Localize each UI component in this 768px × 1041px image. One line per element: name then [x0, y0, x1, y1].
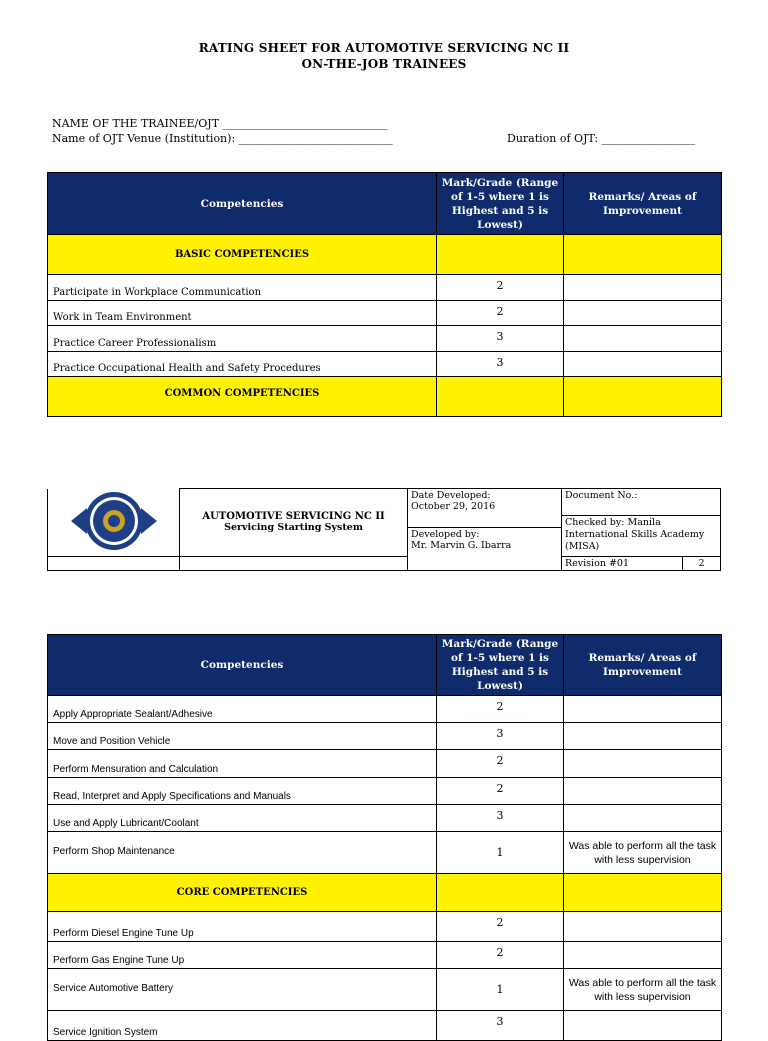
table-row [48, 805, 722, 832]
competency-name: Practice Occupational Health and Safety Procedures [48, 352, 437, 377]
document-subtitle: ON-THE-JOB TRAINEES [301, 57, 467, 71]
date-developed-label: Date Developed: [411, 490, 491, 501]
trainee-name-field[interactable]: NAME OF THE TRAINEE/OJT ______________________________ [52, 117, 388, 130]
competency-grade[interactable]: 2 [437, 942, 564, 969]
competency-grade[interactable]: 3 [437, 723, 564, 750]
competency-name: Participate in Workplace Communication [48, 275, 437, 301]
date-developed-cell [408, 489, 562, 528]
competency-grade[interactable]: 2 [437, 275, 564, 301]
section-label-core: CORE COMPETENCIES [48, 874, 437, 912]
competency-remarks[interactable] [564, 696, 722, 723]
table-row [48, 1011, 722, 1041]
table-row [48, 301, 722, 326]
table-header-row [48, 173, 722, 235]
competency-remarks[interactable]: Was able to perform all the task with less supervision [564, 969, 722, 1011]
table-row [48, 352, 722, 377]
competency-grade[interactable]: 1 [437, 969, 564, 1011]
competency-grade[interactable]: 3 [437, 805, 564, 832]
competency-name: Work in Team Environment [48, 301, 437, 326]
competency-name: Perform Mensuration and Calculation [48, 750, 437, 778]
rating-table-2 [47, 634, 722, 1041]
section-label-common: COMMON COMPETENCIES [48, 377, 437, 417]
competency-name: Perform Shop Maintenance [48, 832, 437, 874]
header-mark-grade: Mark/Grade (Range of 1-5 where 1 is Highest and 5 is Lowest) [437, 635, 564, 696]
competency-name: Move and Position Vehicle [48, 723, 437, 750]
table-row [48, 832, 722, 874]
competency-grade[interactable]: 1 [437, 832, 564, 874]
section-grade-cell [437, 874, 564, 912]
table-row [48, 326, 722, 352]
footer-module-title: Servicing Starting System [224, 522, 363, 534]
competency-name: Use and Apply Lubricant/Coolant [48, 805, 437, 832]
header-competencies: Competencies [48, 173, 437, 235]
competency-remarks[interactable] [564, 805, 722, 832]
date-developed-value: October 29, 2016 [411, 501, 496, 512]
course-cell-bottom [180, 556, 408, 570]
competency-remarks[interactable] [564, 778, 722, 805]
competency-remarks[interactable] [564, 352, 722, 377]
section-remarks-cell [564, 235, 722, 275]
competency-remarks[interactable] [564, 942, 722, 969]
competency-remarks[interactable] [564, 912, 722, 942]
table-row [48, 942, 722, 969]
course-info-cell [180, 489, 408, 557]
revision-number: Revision #01 [562, 556, 683, 570]
rating-table-1 [47, 172, 722, 417]
document-title: RATING SHEET FOR AUTOMOTIVE SERVICING NC II [198, 41, 570, 55]
section-label-basic: BASIC COMPETENCIES [48, 235, 437, 275]
competency-remarks[interactable] [564, 326, 722, 352]
academy-seal-icon [67, 490, 161, 552]
competency-name: Read, Interpret and Apply Specifications and Manuals [48, 778, 437, 805]
competency-remarks[interactable] [564, 750, 722, 778]
document-footer [47, 488, 721, 571]
checked-by: Checked by: Manila International Skills Academy (MISA) [562, 516, 721, 557]
footer-course-title: AUTOMOTIVE SERVICING NC II [202, 511, 385, 523]
table-header-row [48, 635, 722, 696]
table-row [48, 912, 722, 942]
competency-remarks[interactable] [564, 1011, 722, 1041]
header-remarks: Remarks/ Areas of Improvement [564, 173, 722, 235]
competency-name: Perform Gas Engine Tune Up [48, 942, 437, 969]
competency-name: Practice Career Professionalism [48, 326, 437, 352]
competency-grade[interactable]: 2 [437, 301, 564, 326]
section-row-common [48, 377, 722, 417]
section-grade-cell [437, 377, 564, 417]
competency-remarks[interactable] [564, 275, 722, 301]
competency-name: Perform Diesel Engine Tune Up [48, 912, 437, 942]
developed-by-value: Mr. Marvin G. Ibarra [411, 539, 512, 551]
competency-name: Apply Appropriate Sealant/Adhesive [48, 696, 437, 723]
competency-remarks[interactable]: Was able to perform all the task with less supervision [564, 832, 722, 874]
competency-grade[interactable]: 2 [437, 778, 564, 805]
competency-grade[interactable]: 3 [437, 352, 564, 377]
section-grade-cell [437, 235, 564, 275]
competency-name: Service Automotive Battery [48, 969, 437, 1011]
developed-by-label: Developed by: [411, 528, 480, 540]
ojt-duration-field[interactable]: Duration of OJT: _________________ [507, 132, 696, 145]
ojt-venue-field[interactable]: Name of OJT Venue (Institution): ____________________________ [52, 132, 393, 145]
page-number: 2 [683, 556, 721, 570]
competency-remarks[interactable] [564, 301, 722, 326]
developed-by-cell [408, 527, 562, 570]
section-remarks-cell [564, 874, 722, 912]
academy-logo-cell [48, 489, 180, 557]
section-remarks-cell [564, 377, 722, 417]
competency-grade[interactable]: 2 [437, 912, 564, 942]
table-row [48, 275, 722, 301]
competency-grade[interactable]: 2 [437, 696, 564, 723]
table-row [48, 778, 722, 805]
document-number: Document No.: [562, 489, 721, 516]
table-row [48, 969, 722, 1011]
competency-grade[interactable]: 3 [437, 326, 564, 352]
table-row [48, 723, 722, 750]
competency-grade[interactable]: 3 [437, 1011, 564, 1041]
table-row [48, 696, 722, 723]
competency-name: Service Ignition System [48, 1011, 437, 1041]
logo-cell-bottom [48, 556, 180, 570]
section-row-basic [48, 235, 722, 275]
table-row [48, 750, 722, 778]
header-competencies: Competencies [48, 635, 437, 696]
header-remarks: Remarks/ Areas of Improvement [564, 635, 722, 696]
header-mark-grade: Mark/Grade (Range of 1-5 where 1 is Highest and 5 is Lowest) [437, 173, 564, 235]
section-row-core [48, 874, 722, 912]
competency-remarks[interactable] [564, 723, 722, 750]
competency-grade[interactable]: 2 [437, 750, 564, 778]
